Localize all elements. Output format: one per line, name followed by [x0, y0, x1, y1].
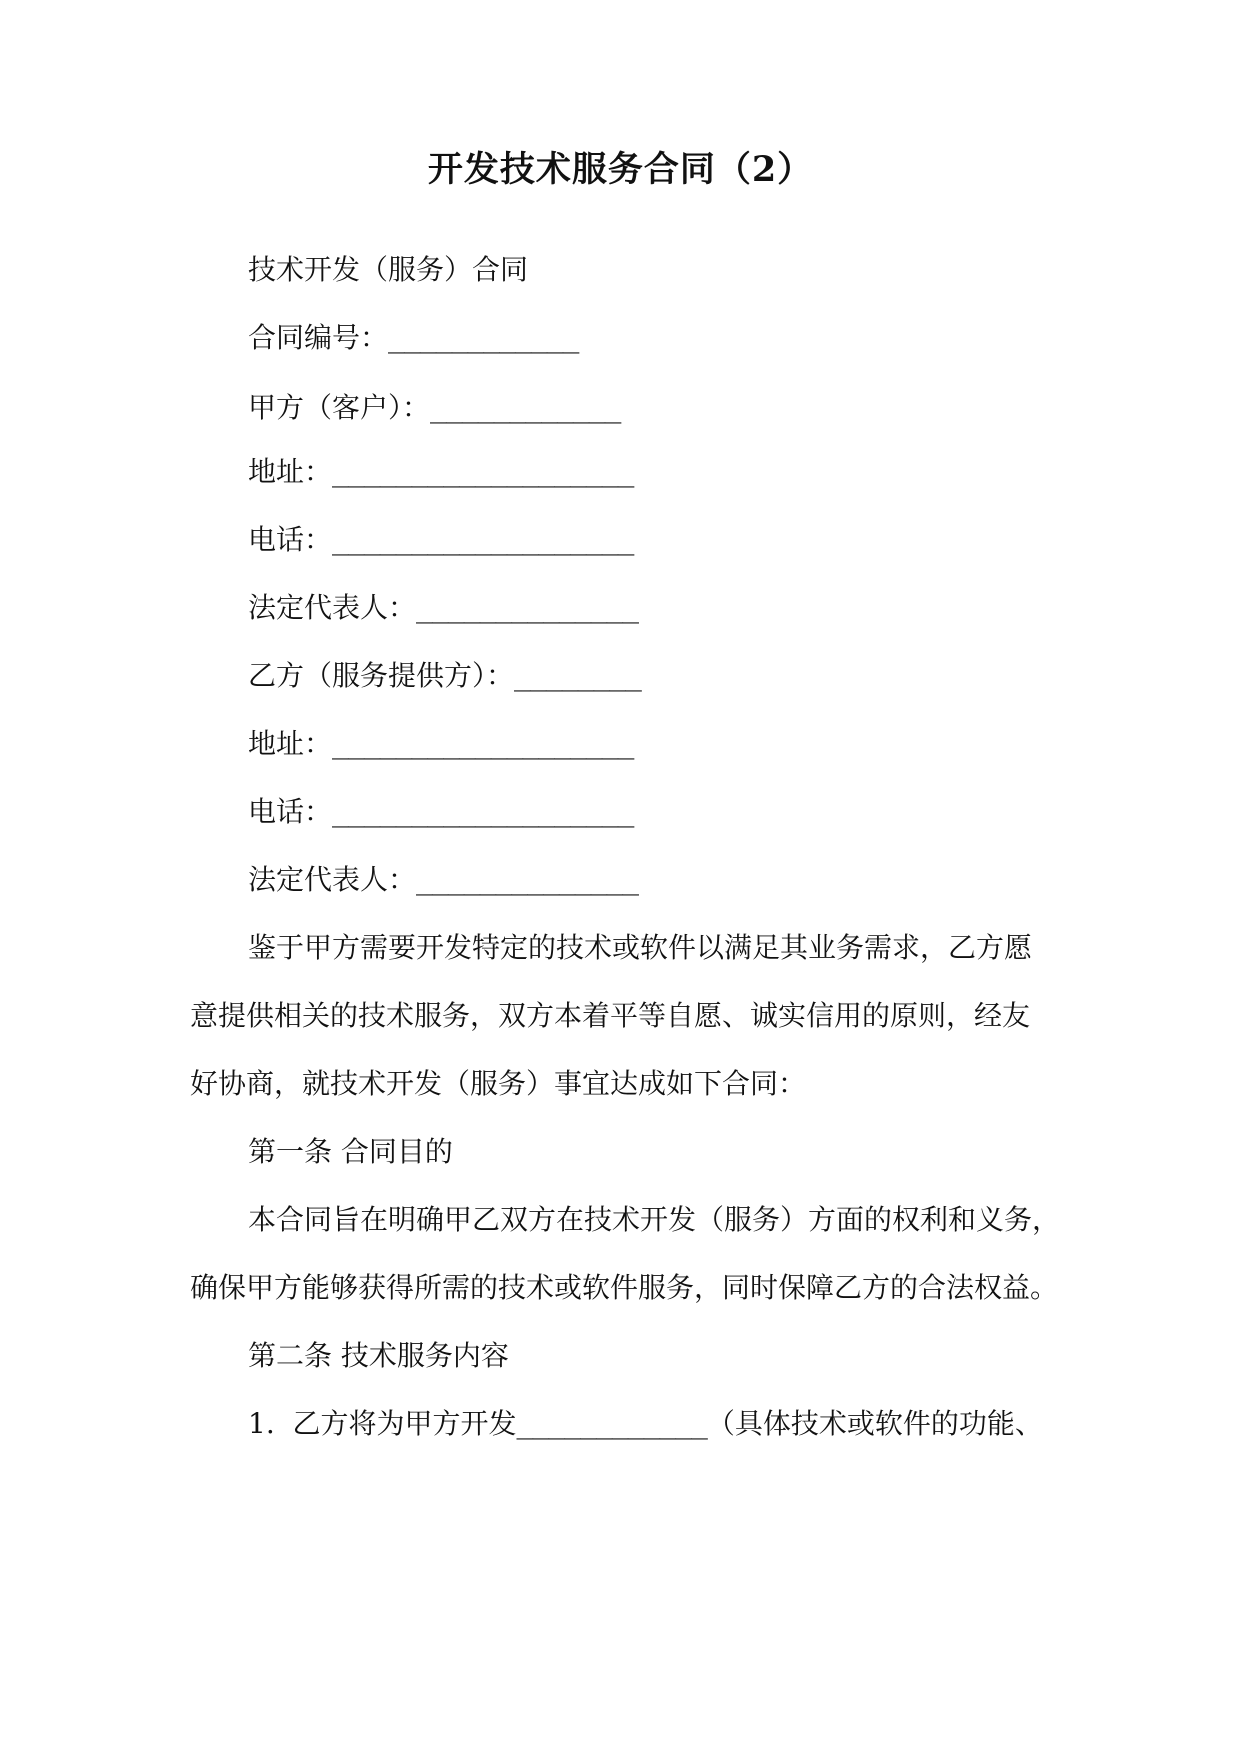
fill-blank[interactable]: ___________________ [332, 795, 634, 828]
field-party-b-representative [248, 860, 638, 900]
fill-blank[interactable]: ______________ [416, 591, 639, 624]
field-contract-number [248, 318, 578, 358]
field-party-a-phone [248, 520, 633, 560]
field-label: 甲方（客户）： [248, 391, 431, 424]
item-text: 乙方将为甲方开发 [292, 1407, 517, 1440]
fill-blank[interactable]: ___________________ [332, 455, 634, 488]
field-label: 电话： [248, 523, 333, 556]
field-party-b-address [248, 724, 633, 764]
field-party-b-phone [248, 792, 633, 832]
document-title: 开发技术服务合同（2） [427, 149, 814, 190]
field-label: 法定代表人： [248, 863, 417, 896]
field-label: 地址： [248, 727, 333, 760]
field-party-a [248, 388, 620, 428]
field-label: 乙方（服务提供方）： [248, 659, 515, 692]
preamble-line: 鉴于甲方需要开发特定的技术或软件以满足其业务需求，乙方愿 [248, 931, 1033, 964]
fill-blank[interactable]: ________ [514, 659, 641, 692]
fill-blank[interactable]: ____________ [388, 321, 579, 354]
fill-blank[interactable]: ____________ [516, 1407, 707, 1440]
field-label: 合同编号： [248, 321, 389, 354]
field-party-a-representative [248, 588, 638, 628]
field-label: 法定代表人： [248, 591, 417, 624]
field-label: 电话： [248, 795, 333, 828]
article-1-line: 本合同旨在明确甲乙双方在技术开发（服务）方面的权利和义务， [248, 1203, 1061, 1236]
field-party-b [248, 656, 641, 696]
contract-heading: 技术开发（服务）合同 [248, 253, 529, 286]
item-text: （具体技术或软件的功能、 [706, 1407, 1043, 1440]
item-number: 1. [248, 1407, 275, 1440]
fill-blank[interactable]: ___________________ [332, 523, 634, 556]
article-2-title: 第二条 技术服务内容 [248, 1339, 509, 1372]
fill-blank[interactable]: ____________ [430, 391, 621, 424]
preamble-line: 好协商，就技术开发（服务）事宜达成如下合同： [190, 1067, 807, 1100]
field-party-a-address [248, 452, 633, 492]
field-label: 地址： [248, 455, 333, 488]
article-2-item-1 [248, 1404, 1043, 1444]
article-1-title: 第一条 合同目的 [248, 1135, 453, 1168]
preamble-line: 意提供相关的技术服务，双方本着平等自愿、诚实信用的原则，经友 [190, 999, 1031, 1032]
fill-blank[interactable]: ___________________ [332, 727, 634, 760]
article-1-line: 确保甲方能够获得所需的技术或软件服务，同时保障乙方的合法权益。 [190, 1271, 1059, 1304]
fill-blank[interactable]: ______________ [416, 863, 639, 896]
